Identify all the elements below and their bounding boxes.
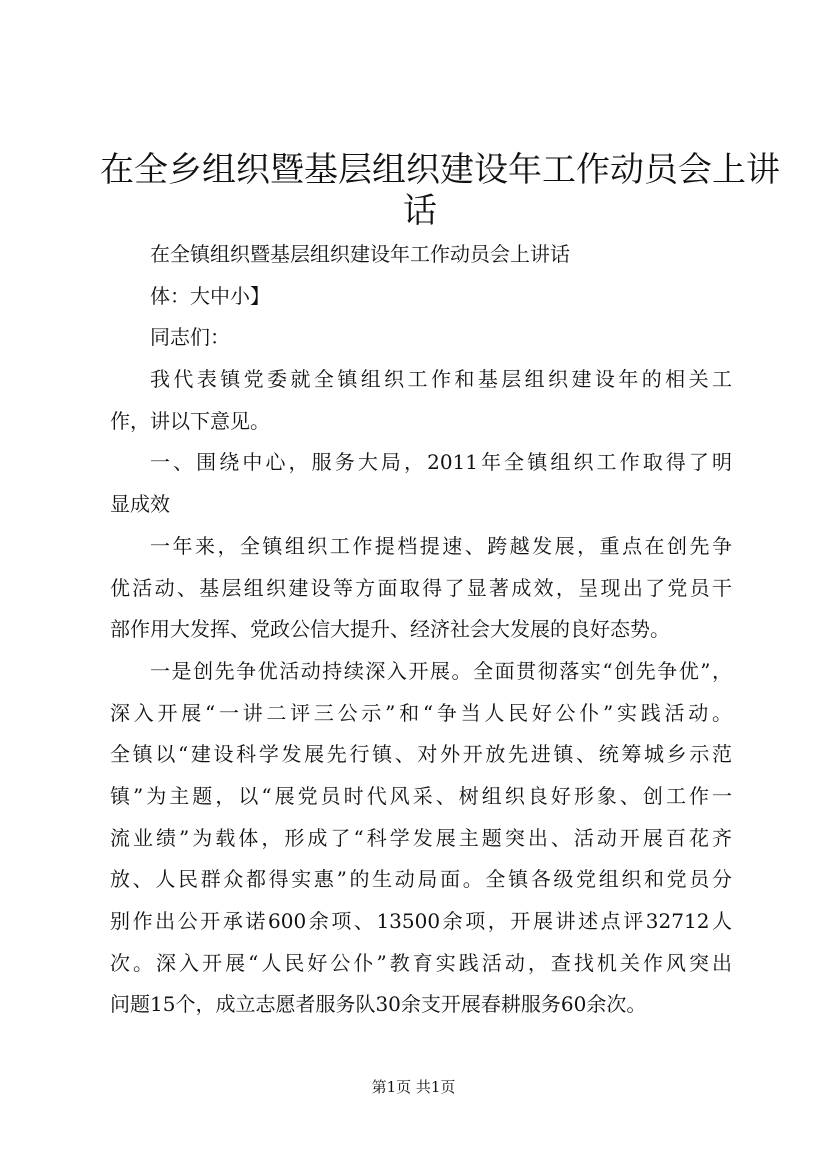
paragraph-line: 一、围绕中心，服务大局，2011年全镇组织工作取得了明 — [150, 450, 732, 475]
title-line: 在全乡组织暨基层组织建设年工作动员会上讲 — [100, 150, 780, 190]
paragraph-line: 显成效 — [110, 492, 170, 517]
paragraph-line: 一是创先争优活动持续深入开展。全面贯彻落实“创先争优”， — [150, 658, 732, 683]
page-footer: 第1页 共1页 — [371, 1078, 456, 1096]
paragraph-line: 深入开展“一讲二评三公示”和“争当人民好公仆”实践活动。 — [110, 700, 732, 725]
paragraph-line: 部作用大发挥、党政公信大提升、经济社会大发展的良好态势。 — [110, 617, 670, 642]
document-title — [100, 150, 780, 232]
paragraph — [110, 234, 732, 276]
paragraph-line: 一年来，全镇组织工作提档提速、跨越发展，重点在创先争 — [150, 533, 732, 558]
paragraph-line: 作，讲以下意见。 — [110, 408, 270, 433]
paragraph-line: 流业绩”为载体，形成了“科学发展主题突出、活动开展百花齐 — [110, 825, 732, 850]
paragraph — [110, 442, 732, 525]
paragraph — [110, 359, 732, 442]
paragraph-line: 同志们： — [150, 325, 230, 350]
title-line: 话 — [403, 191, 437, 231]
paragraph-line: 次。深入开展“人民好公仆”教育实践活动，查找机关作风突出 — [110, 950, 732, 975]
paragraph-line: 我代表镇党委就全镇组织工作和基层组织建设年的相关工 — [150, 367, 732, 392]
paragraph-line: 放、人民群众都得实惠”的生动局面。全镇各级党组织和党员分 — [110, 867, 732, 892]
paragraph — [110, 276, 732, 318]
paragraph-line: 别作出公开承诺600余项、13500余项，开展讲述点评32712人 — [110, 909, 732, 933]
paragraph-line: 镇”为主题，以“展党员时代风采、树组织良好形象、创工作一 — [110, 783, 732, 808]
paragraph-line: 优活动、基层组织建设等方面取得了显著成效，呈现出了党员干 — [110, 575, 732, 600]
paragraph-line: 问题15个，成立志愿者服务队30余支开展春耕服务60余次。 — [110, 992, 647, 1017]
document-body — [110, 234, 732, 1026]
paragraph-line: 全镇以“建设科学发展先行镇、对外开放先进镇、统筹城乡示范 — [110, 742, 732, 767]
paragraph — [110, 317, 732, 359]
paragraph — [110, 526, 732, 651]
paragraph-line: 体：大中小】 — [150, 283, 270, 308]
paragraph-line: 在全镇组织暨基层组织建设年工作动员会上讲话 — [150, 242, 570, 266]
paragraph — [110, 651, 732, 1026]
